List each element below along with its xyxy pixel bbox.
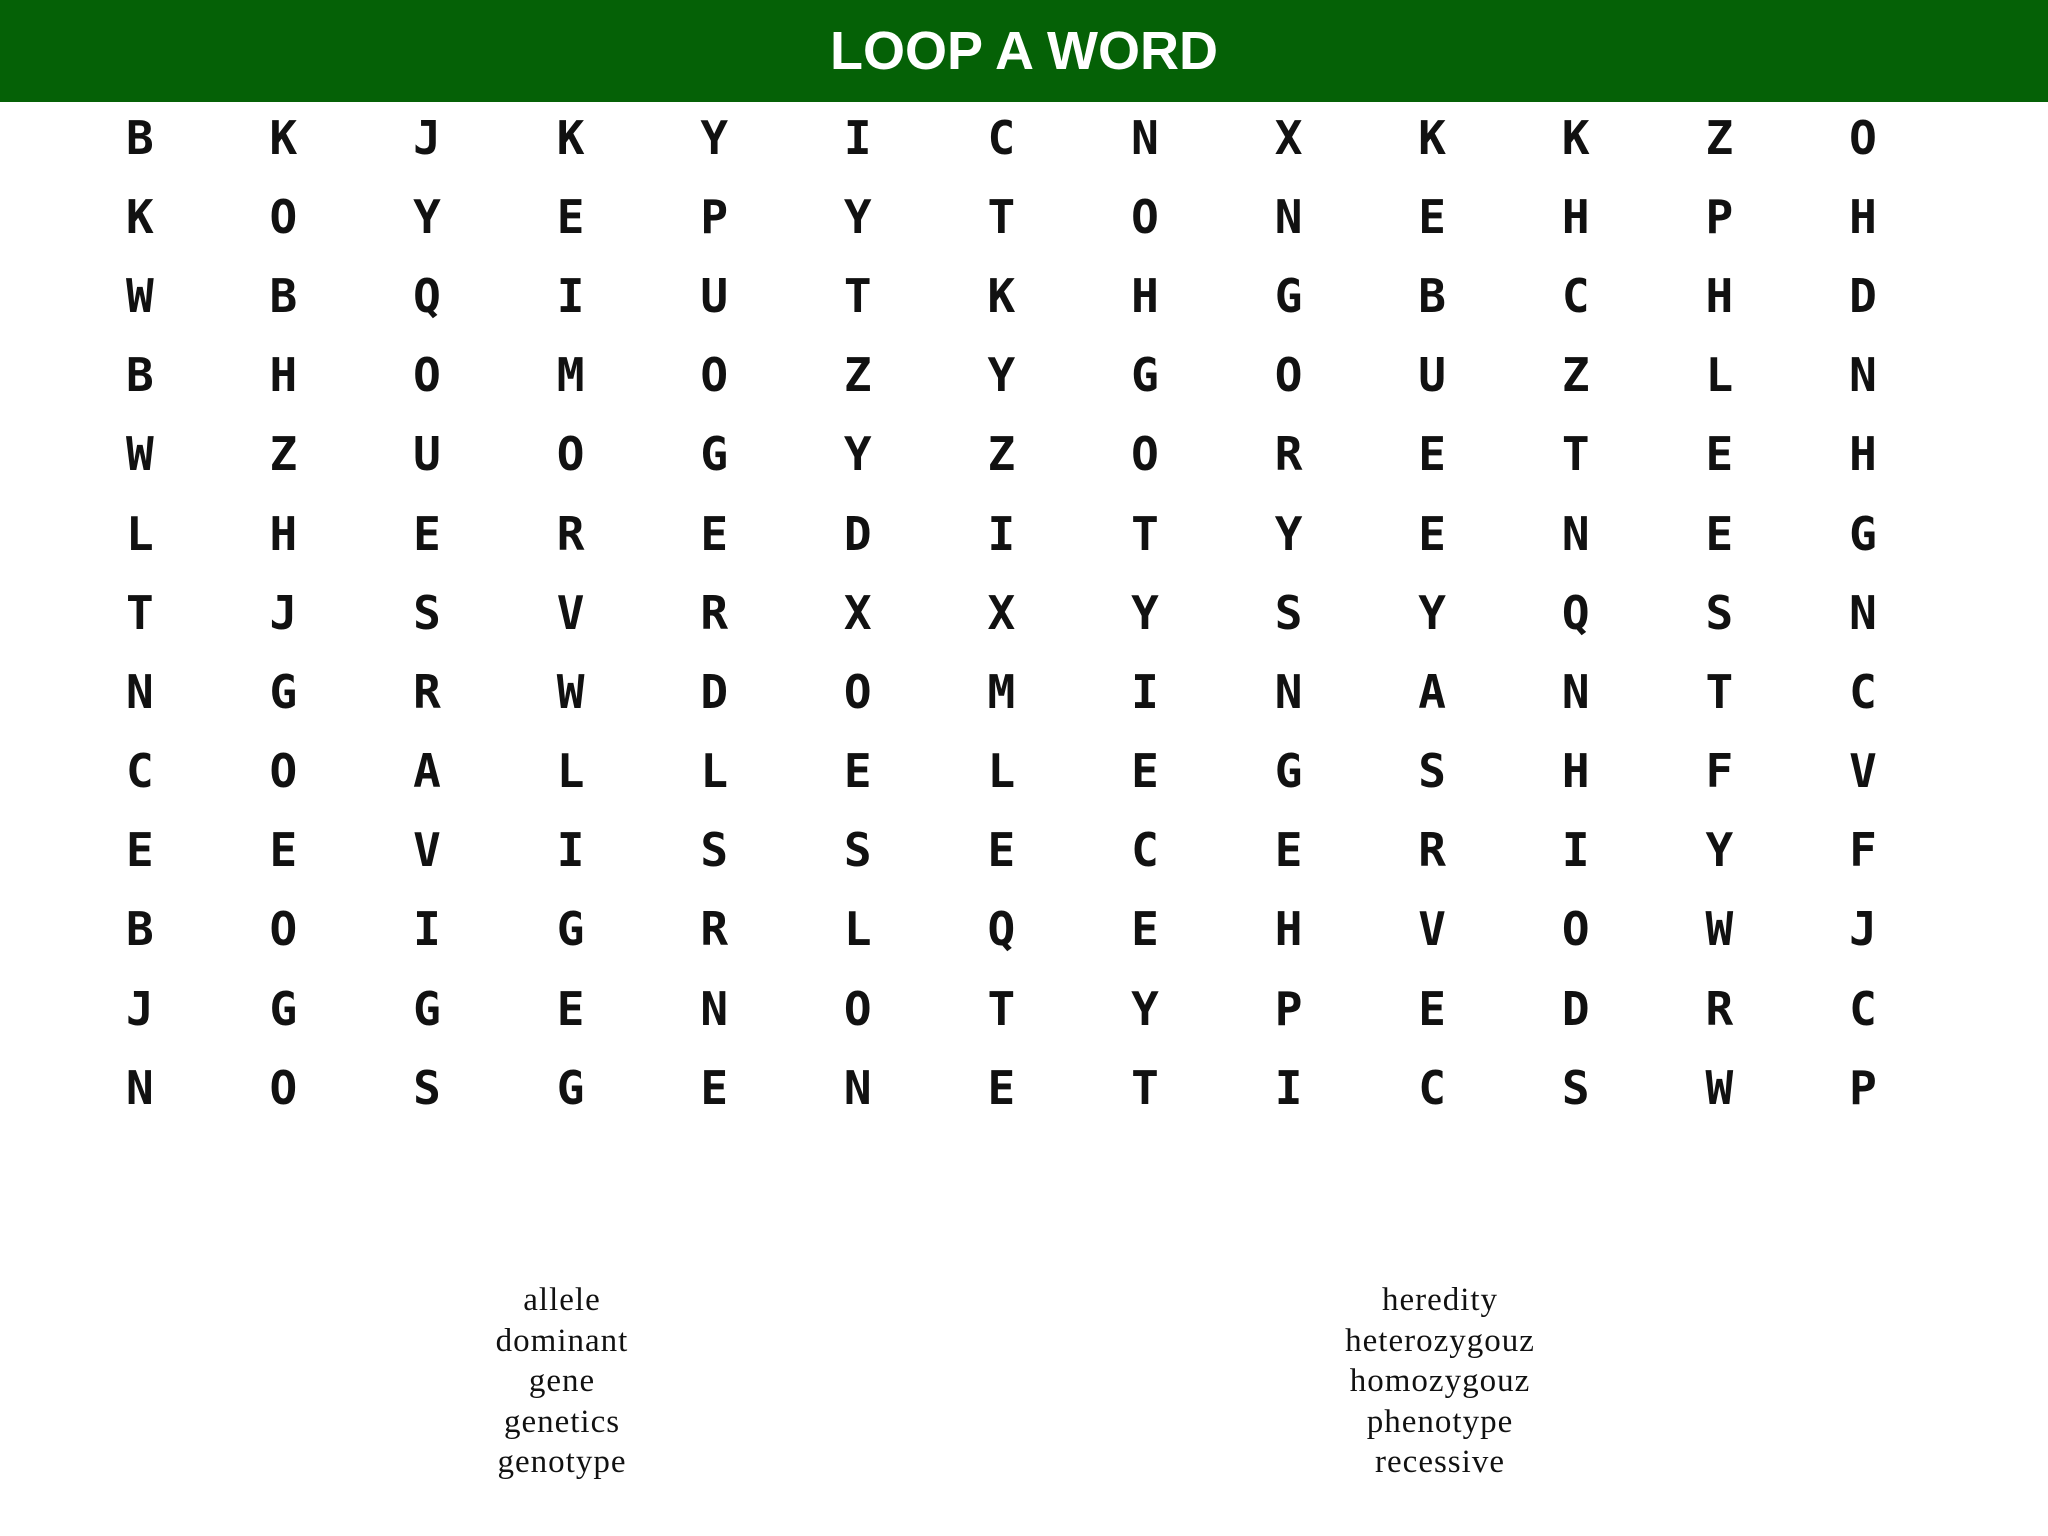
grid-letter[interactable]: X (843, 585, 872, 640)
grid-letter[interactable]: Y (1131, 981, 1159, 1036)
grid-letter[interactable]: S (1705, 585, 1734, 640)
grid-letter[interactable]: S (700, 823, 729, 878)
grid-letter[interactable]: G (1849, 506, 1877, 561)
grid-letter[interactable]: N (700, 981, 729, 1036)
grid-letter[interactable]: U (1418, 348, 1446, 403)
grid-letter[interactable]: O (843, 981, 872, 1036)
grid-letter[interactable]: X (987, 585, 1016, 640)
grid-letter[interactable]: E (413, 506, 441, 561)
grid-letter[interactable]: J (1849, 902, 1877, 957)
grid-letter[interactable]: H (1849, 427, 1877, 482)
grid-letter[interactable]: G (269, 664, 298, 719)
grid-letter[interactable]: E (843, 744, 872, 799)
grid-letter[interactable]: T (1131, 1060, 1159, 1115)
grid-letter[interactable]: U (413, 427, 441, 482)
grid-letter[interactable]: P (1705, 189, 1734, 244)
grid-letter[interactable]: Z (843, 348, 872, 403)
grid-letter[interactable]: R (700, 585, 729, 640)
grid-letter[interactable]: A (1418, 664, 1446, 719)
grid-letter[interactable]: G (1274, 744, 1303, 799)
grid-letter[interactable]: E (125, 823, 154, 878)
word-list-right (1240, 1280, 1640, 1483)
grid-letter[interactable]: H (1561, 744, 1590, 799)
grid-letter[interactable]: I (1131, 664, 1159, 719)
grid-letter[interactable]: K (1418, 110, 1446, 165)
grid-letter[interactable]: E (987, 1060, 1016, 1115)
grid-letter[interactable]: H (269, 348, 298, 403)
grid-letter[interactable]: C (125, 744, 154, 799)
grid-letter[interactable]: H (1561, 189, 1590, 244)
grid-letter[interactable]: I (843, 110, 872, 165)
title-bar (0, 0, 2048, 102)
grid-letter[interactable]: S (1274, 585, 1303, 640)
grid-letter[interactable]: M (987, 664, 1016, 719)
grid-letter[interactable]: E (1418, 189, 1446, 244)
grid-letter[interactable]: D (700, 664, 729, 719)
grid-letter[interactable]: K (269, 110, 298, 165)
grid-letter[interactable]: O (269, 744, 298, 799)
grid-letter[interactable]: L (700, 744, 729, 799)
grid-letter[interactable]: Z (1561, 348, 1590, 403)
grid-letter[interactable]: L (125, 506, 154, 561)
grid-letter[interactable]: O (556, 427, 585, 482)
grid-letter[interactable]: G (556, 902, 585, 957)
grid-letter[interactable]: O (843, 664, 872, 719)
grid-letter[interactable]: E (269, 823, 298, 878)
grid-letter[interactable]: Y (1418, 585, 1446, 640)
word-list-item: heredity (1381, 1282, 1499, 1318)
grid-letter[interactable]: G (1131, 348, 1159, 403)
grid-letter[interactable]: J (269, 585, 298, 640)
grid-letter[interactable]: K (1561, 110, 1590, 165)
grid-letter[interactable]: H (1274, 902, 1303, 957)
grid-letter[interactable]: Y (413, 189, 441, 244)
grid-letter[interactable]: C (1849, 981, 1877, 1036)
grid-letter[interactable]: P (700, 189, 729, 244)
grid-letter[interactable]: X (1274, 110, 1303, 165)
grid-letter[interactable]: R (556, 506, 585, 561)
word-list-item: gene (528, 1363, 596, 1399)
grid-letter[interactable]: G (269, 981, 298, 1036)
grid-letter[interactable]: N (1274, 664, 1303, 719)
grid-letter[interactable]: O (700, 348, 729, 403)
grid-letter[interactable]: Q (413, 268, 441, 323)
grid-letter[interactable]: Y (843, 189, 872, 244)
word-list-item: recessive (1375, 1444, 1505, 1480)
grid-letter[interactable]: N (1561, 664, 1590, 719)
grid-letter[interactable]: B (125, 348, 154, 403)
grid-letter[interactable]: R (1274, 427, 1303, 482)
grid-letter[interactable]: C (1849, 664, 1877, 719)
grid-letter[interactable]: J (125, 981, 154, 1036)
grid-letter[interactable]: Q (987, 902, 1016, 957)
grid-letter[interactable]: K (987, 268, 1016, 323)
grid-letter[interactable]: W (1705, 1060, 1734, 1115)
grid-letter[interactable]: E (1705, 506, 1734, 561)
grid-letter[interactable]: O (269, 189, 298, 244)
grid-letter[interactable]: Z (1705, 110, 1734, 165)
grid-letter[interactable]: R (1705, 981, 1734, 1036)
grid-letter[interactable]: O (1131, 189, 1159, 244)
grid-letter[interactable]: K (125, 189, 154, 244)
grid-letter[interactable]: H (1705, 268, 1734, 323)
word-list-item: phenotype (1366, 1403, 1514, 1440)
grid-letter[interactable]: E (987, 823, 1016, 878)
grid-letter[interactable]: E (556, 981, 585, 1036)
grid-letter[interactable]: N (125, 664, 154, 719)
grid-letter[interactable]: H (1849, 189, 1877, 244)
grid-letter[interactable]: B (269, 268, 298, 323)
letter-grid (68, 98, 1935, 1127)
grid-letter[interactable]: T (125, 585, 154, 640)
grid-letter[interactable]: N (1274, 189, 1303, 244)
grid-letter[interactable]: I (556, 823, 585, 878)
grid-letter[interactable]: G (413, 981, 441, 1036)
grid-letter[interactable]: L (1705, 348, 1734, 403)
grid-letter[interactable]: T (987, 981, 1016, 1036)
grid-letter[interactable]: V (1849, 744, 1877, 799)
grid-letter[interactable]: J (413, 110, 441, 165)
grid-letter[interactable]: R (1418, 823, 1446, 878)
grid-letter[interactable]: L (987, 744, 1016, 799)
grid-letter[interactable]: T (1561, 427, 1590, 482)
grid-letter[interactable]: C (1561, 268, 1590, 323)
grid-letter[interactable]: E (700, 1060, 729, 1115)
grid-letter[interactable]: W (125, 427, 154, 482)
grid-letter[interactable]: E (1274, 823, 1303, 878)
grid-letter[interactable]: R (413, 664, 441, 719)
grid-letter[interactable]: Y (700, 110, 729, 165)
grid-letter[interactable]: E (1418, 981, 1446, 1036)
grid-letter[interactable]: N (1849, 348, 1877, 403)
grid-letter[interactable]: W (125, 268, 154, 323)
grid-letter[interactable]: T (1705, 664, 1734, 719)
grid-letter[interactable]: E (556, 189, 585, 244)
grid-letter[interactable]: O (1849, 110, 1877, 165)
grid-letter[interactable]: Y (1705, 823, 1734, 878)
grid-letter[interactable]: G (700, 427, 729, 482)
grid-letter[interactable]: U (700, 268, 729, 323)
word-list-item: genetics (503, 1403, 621, 1440)
grid-letter[interactable]: S (843, 823, 872, 878)
word-list-left (362, 1280, 762, 1483)
grid-letter[interactable]: T (843, 268, 872, 323)
grid-letter[interactable]: D (1849, 268, 1877, 323)
grid-letter[interactable]: O (413, 348, 441, 403)
grid-letter[interactable]: E (1705, 427, 1734, 482)
grid-letter[interactable]: N (1131, 110, 1159, 165)
grid-letter[interactable]: E (1418, 427, 1446, 482)
grid-letter[interactable]: P (1274, 981, 1303, 1036)
grid-letter[interactable]: T (987, 189, 1016, 244)
grid-letter[interactable]: O (269, 1060, 298, 1115)
grid-letter[interactable]: V (556, 585, 585, 640)
grid-letter[interactable]: O (1131, 427, 1159, 482)
grid-letter[interactable]: G (556, 1060, 585, 1115)
grid-letter[interactable]: D (1561, 981, 1590, 1036)
grid-letter[interactable]: Q (1561, 585, 1590, 640)
grid-letter[interactable]: D (843, 506, 872, 561)
grid-letter[interactable]: S (413, 585, 441, 640)
grid-letter[interactable]: L (843, 902, 872, 957)
word-list-item: homozygouz (1349, 1363, 1531, 1399)
grid-letter[interactable]: V (413, 823, 441, 878)
grid-letter[interactable]: Z (269, 427, 298, 482)
grid-letter[interactable]: I (556, 268, 585, 323)
grid-letter[interactable]: W (1705, 902, 1734, 957)
grid-letter[interactable]: O (1561, 902, 1590, 957)
word-list-item: heterozygouz (1345, 1322, 1535, 1359)
grid-letter[interactable]: O (1274, 348, 1303, 403)
grid-letter[interactable]: O (269, 902, 298, 957)
grid-letter[interactable]: T (1131, 506, 1159, 561)
grid-letter[interactable]: S (413, 1060, 441, 1115)
word-list-item: genotype (497, 1444, 627, 1480)
grid-letter[interactable]: E (1131, 902, 1159, 957)
grid-letter[interactable]: W (556, 664, 585, 719)
grid-letter[interactable]: N (843, 1060, 872, 1115)
grid-letter[interactable]: I (1561, 823, 1590, 878)
grid-letter[interactable]: R (700, 902, 729, 957)
grid-letter[interactable]: L (556, 744, 585, 799)
grid-letter[interactable]: I (413, 902, 441, 957)
grid-letter[interactable]: F (1705, 744, 1734, 799)
grid-letter[interactable]: C (1418, 1060, 1446, 1115)
grid-letter[interactable]: I (987, 506, 1016, 561)
grid-letter[interactable]: Z (987, 427, 1016, 482)
grid-letter[interactable]: H (269, 506, 298, 561)
grid-letter[interactable]: E (700, 506, 729, 561)
grid-letter[interactable]: E (1131, 744, 1159, 799)
grid-letter[interactable]: P (1849, 1060, 1877, 1115)
grid-letter[interactable]: S (1418, 744, 1446, 799)
grid-letter[interactable]: N (125, 1060, 154, 1115)
page-title: LOOP A WORD (830, 21, 1218, 81)
grid-letter[interactable]: Y (1274, 506, 1303, 561)
grid-letter[interactable]: B (125, 110, 154, 165)
grid-letter[interactable]: G (1274, 268, 1303, 323)
grid-letter[interactable]: N (1561, 506, 1590, 561)
grid-letter[interactable]: F (1849, 823, 1877, 878)
grid-letter[interactable]: B (125, 902, 154, 957)
word-list-item: dominant (495, 1322, 629, 1359)
grid-letter[interactable]: N (1849, 585, 1877, 640)
grid-letter[interactable]: C (987, 110, 1016, 165)
word-list-item: allele (523, 1282, 601, 1318)
grid-letter[interactable]: S (1561, 1060, 1590, 1115)
grid-letter[interactable]: H (1131, 268, 1159, 323)
grid-letter[interactable]: B (1418, 268, 1446, 323)
grid-letter[interactable]: Y (843, 427, 872, 482)
grid-letter[interactable]: A (413, 744, 441, 799)
grid-letter[interactable]: Y (987, 348, 1016, 403)
grid-letter[interactable]: V (1418, 902, 1446, 957)
grid-letter[interactable]: M (556, 348, 585, 403)
grid-letter[interactable]: E (1418, 506, 1446, 561)
grid-letter[interactable]: C (1131, 823, 1159, 878)
grid-letter[interactable]: K (556, 110, 585, 165)
grid-letter[interactable]: I (1274, 1060, 1303, 1115)
grid-letter[interactable]: Y (1131, 585, 1159, 640)
